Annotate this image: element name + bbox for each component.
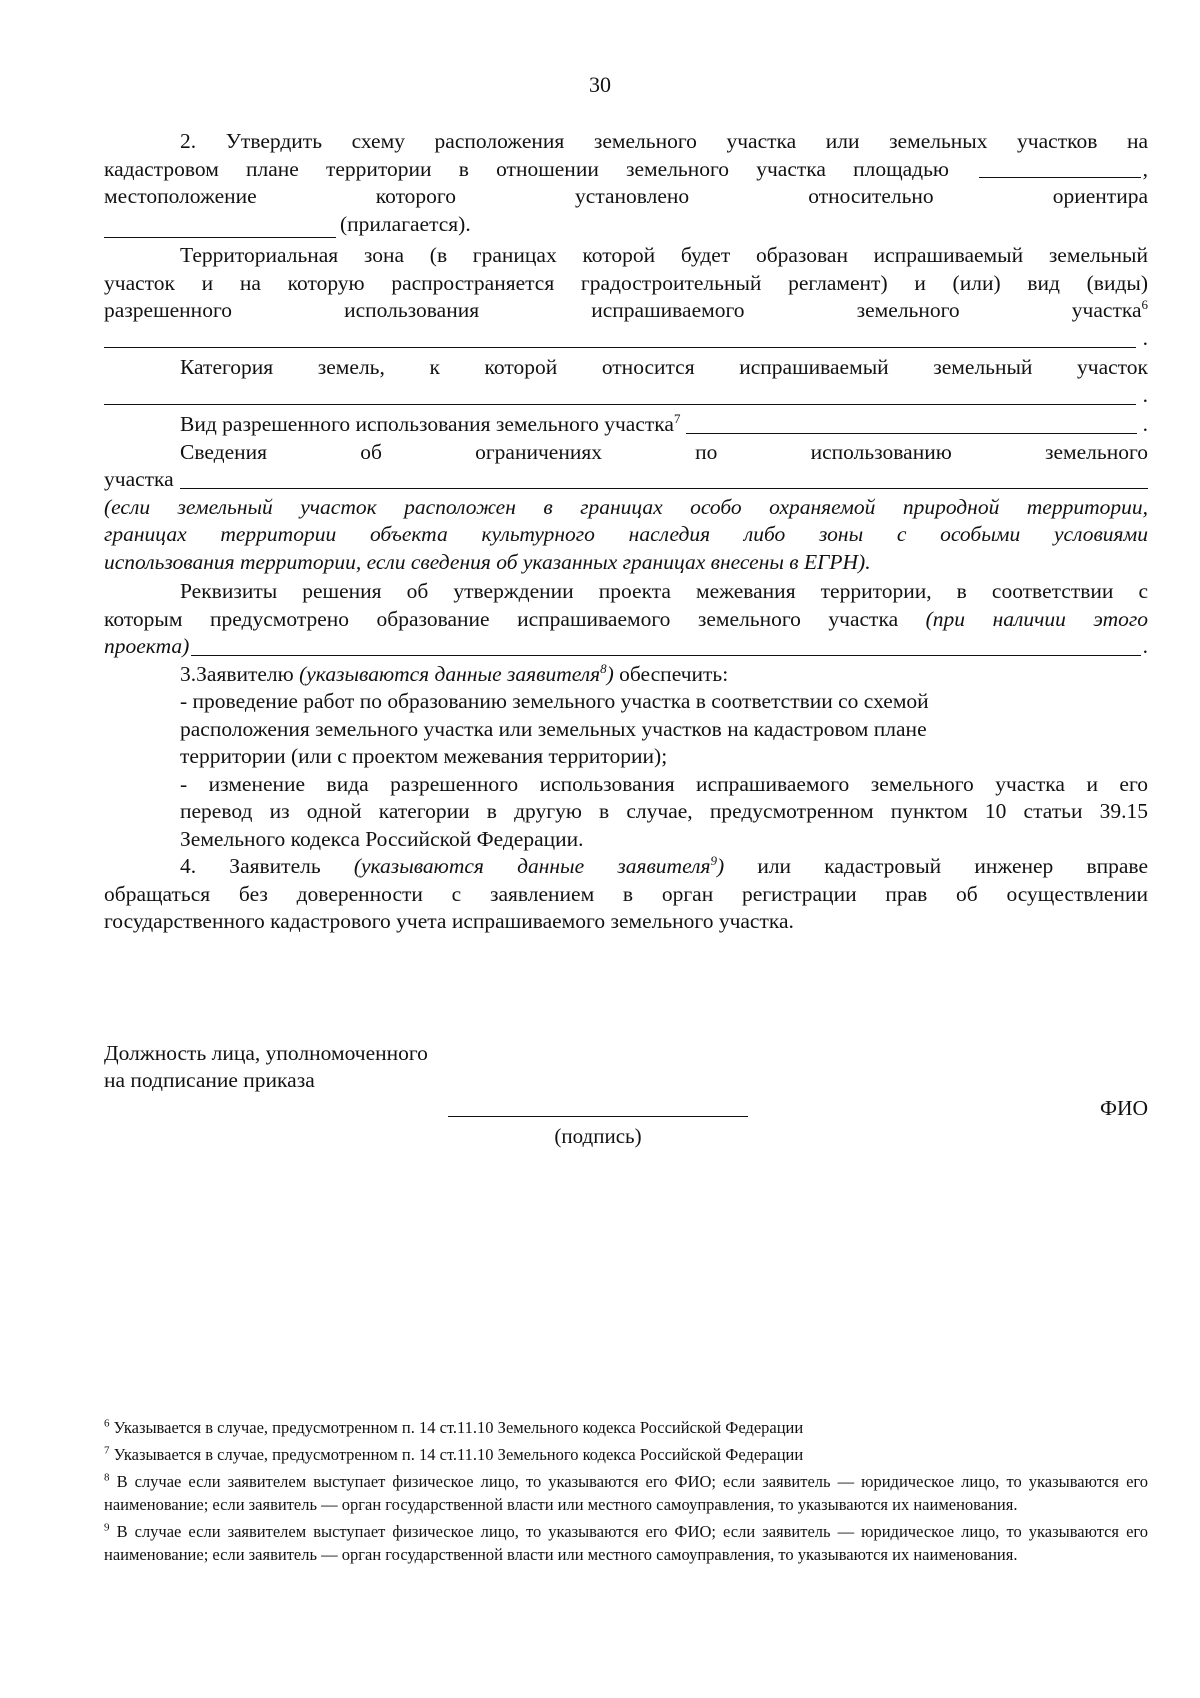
para2-line2 — [104, 156, 1148, 184]
zone-blank — [104, 327, 1136, 348]
para3-lead-close: ) — [606, 661, 614, 686]
signature-caption: (подпись) — [554, 1124, 642, 1148]
footnote-7 — [104, 1443, 1148, 1466]
rekvizity-line2 — [104, 606, 1148, 634]
footnote-num: 7 — [104, 1444, 110, 1457]
para3-item2-l3: Земельного кодекса Российской Федерации. — [180, 826, 584, 851]
footnote-6 — [104, 1416, 1148, 1439]
para4-lead-italic-text: (указываются данные заявителя — [353, 854, 711, 878]
footnote-num: 9 — [104, 1521, 110, 1534]
para3-lead — [104, 661, 1148, 689]
vid-text — [180, 411, 680, 439]
signature-position-line1: Должность лица, уполномоченного — [104, 1041, 428, 1065]
category-line1: Категория земель, к которой относится испрашиваемый земельный участок — [180, 355, 1148, 379]
para3-lead-italic — [299, 662, 614, 686]
para4-line3: государственного кадастрового учета испрашиваемого земельного участка. — [104, 909, 794, 933]
rekvizity-line2-italic: (при наличии этого — [925, 606, 1148, 631]
rekvizity-blank — [191, 655, 1140, 656]
footnote-ref-9: 9 — [710, 852, 717, 868]
para4-lead: 4. Заявитель — [180, 854, 321, 878]
restrictions-italic1-text: (если земельный участок расположен в границах особо охраняемой природной территории, — [104, 494, 1148, 519]
para3-lead-italic-text: (указываются данные заявителя — [299, 661, 601, 686]
category-blank-end: . — [1142, 382, 1148, 407]
para3-item2-l1: - изменение вида разрешенного использования испрашиваемого земельного участка и его — [180, 771, 1148, 796]
footnote-text: Указывается в случае, предусмотренном п. 14 ст.11.10 Земельного кодекса Российской Федерации — [113, 1445, 804, 1464]
category-blank-line — [104, 382, 1148, 410]
para2-line3: местоположение которого установлено относительно ориентира — [104, 184, 1148, 208]
para3-item1-l1: - проведение работ по образованию земельного участка в соответствии со схемой — [180, 689, 929, 713]
rekvizity-end: . — [1142, 634, 1148, 658]
footnote-ref-7: 7 — [673, 410, 681, 426]
signature-position-line2: на подписание приказа — [104, 1068, 315, 1092]
para4-rest1: или кадастровый инженер вправе — [757, 854, 1148, 878]
restrictions-line2-text: участка — [104, 467, 174, 491]
restrictions-italic3-text: использования территории, если сведения об указанных границах внесены в ЕГРН). — [104, 549, 871, 574]
category-blank — [104, 384, 1136, 405]
para3-item1-l3: территории (или с проектом межевания территории); — [180, 744, 668, 768]
para4-lead-close: ) — [716, 854, 725, 878]
zone-line3 — [104, 297, 1148, 325]
document-body — [104, 128, 1148, 936]
signatory-fio: ФИО — [1099, 1096, 1148, 1120]
restrictions-italic3 — [104, 549, 1148, 577]
footnotes — [104, 1416, 1148, 1570]
zone-line1: Территориальная зона (в границах которой будет образован испрашиваемый земельный — [180, 243, 1148, 267]
para2-line2-text: кадастровом плане территории в отношении земельного участка площадью — [104, 156, 949, 181]
page-number: 30 — [589, 72, 611, 97]
zone-blank-line — [104, 325, 1148, 353]
footnote-8 — [104, 1470, 1148, 1516]
restrictions-italic2 — [104, 521, 1148, 549]
footnote-ref-8: 8 — [600, 660, 607, 676]
vid-blank — [686, 433, 1136, 434]
vid-line — [104, 411, 1148, 439]
signature-line — [448, 1116, 748, 1117]
para2-line1: 2. Утвердить схему расположения земельного участка или земельных участков на — [180, 129, 1148, 153]
para4-lead-italic — [354, 854, 724, 878]
rekvizity-line3-text: проекта) — [104, 634, 190, 658]
rekvizity-line1: Реквизиты решения об утверждении проекта межевания территории, в соответствии с — [180, 579, 1148, 603]
location-blank — [104, 236, 336, 238]
vid-end: . — [1142, 412, 1148, 436]
signature-position — [104, 1040, 428, 1094]
area-blank — [979, 177, 1141, 178]
footnote-num: 8 — [104, 1471, 110, 1484]
para2-line4 — [104, 211, 1148, 239]
para3-lead-end: обеспечить: — [619, 661, 729, 686]
restrictions-italic1 — [104, 494, 1148, 522]
restrictions-blank — [180, 488, 1148, 489]
vid-label: Вид разрешенного использования земельного участка — [180, 412, 674, 436]
para2-line4-text: (прилагается). — [340, 211, 471, 236]
zone-blank-end: . — [1142, 325, 1148, 350]
restrictions-italic2-text: границах территории объекта культурного наследия либо зоны с особыми условиями — [104, 522, 1148, 546]
footnote-text: В случае если заявителем выступает физическое лицо, то указываются его ФИО; если заявитель — юридическое лицо, то указываются его наименование; если заявитель — орган государственной власти или местного самоуправления, то указываются их наименования. — [104, 1522, 1149, 1564]
para4-line2: обращаться без доверенности с заявлением в орган регистрации прав об осуществлении — [104, 881, 1148, 906]
footnote-text: Указывается в случае, предусмотренном п. 14 ст.11.10 Земельного кодекса Российской Федерации — [113, 1418, 804, 1437]
zone-line3-text: разрешенного использования испрашиваемого земельного участка — [104, 298, 1142, 322]
rekvizity-line2-text: которым предусмотрено образование испрашиваемого земельного участка — [104, 606, 899, 631]
restrictions-line1: Сведения об ограничениях по использованию земельного — [180, 439, 1148, 464]
restrictions-line2 — [104, 466, 1148, 494]
para3-item2 — [104, 771, 1148, 854]
para3-lead-text: 3.Заявителю — [180, 661, 294, 686]
footnote-text: В случае если заявителем выступает физическое лицо, то указываются его ФИО; если заявитель — юридическое лицо, то указываются его наименование; если заявитель — орган государственной власти или местного самоуправления, то указываются их наименования. — [104, 1472, 1149, 1514]
footnote-num: 6 — [104, 1417, 110, 1430]
footnote-9 — [104, 1520, 1148, 1566]
para2-line2-comma: , — [1142, 156, 1148, 181]
para4-line1 — [104, 853, 1148, 881]
footnote-ref-6: 6 — [1141, 296, 1148, 312]
para3-item2-l2: перевод из одной категории в другую в случае, предусмотренном пунктом 10 статьи 39.15 — [180, 799, 1148, 823]
para3-item1-l2: расположения земельного участка или земельных участков на кадастровом плане — [180, 716, 927, 741]
rekvizity-line3 — [104, 633, 1148, 661]
zone-line2: участок и на которую распространяется градостроительный регламент) и (или) вид (виды) — [104, 270, 1148, 295]
